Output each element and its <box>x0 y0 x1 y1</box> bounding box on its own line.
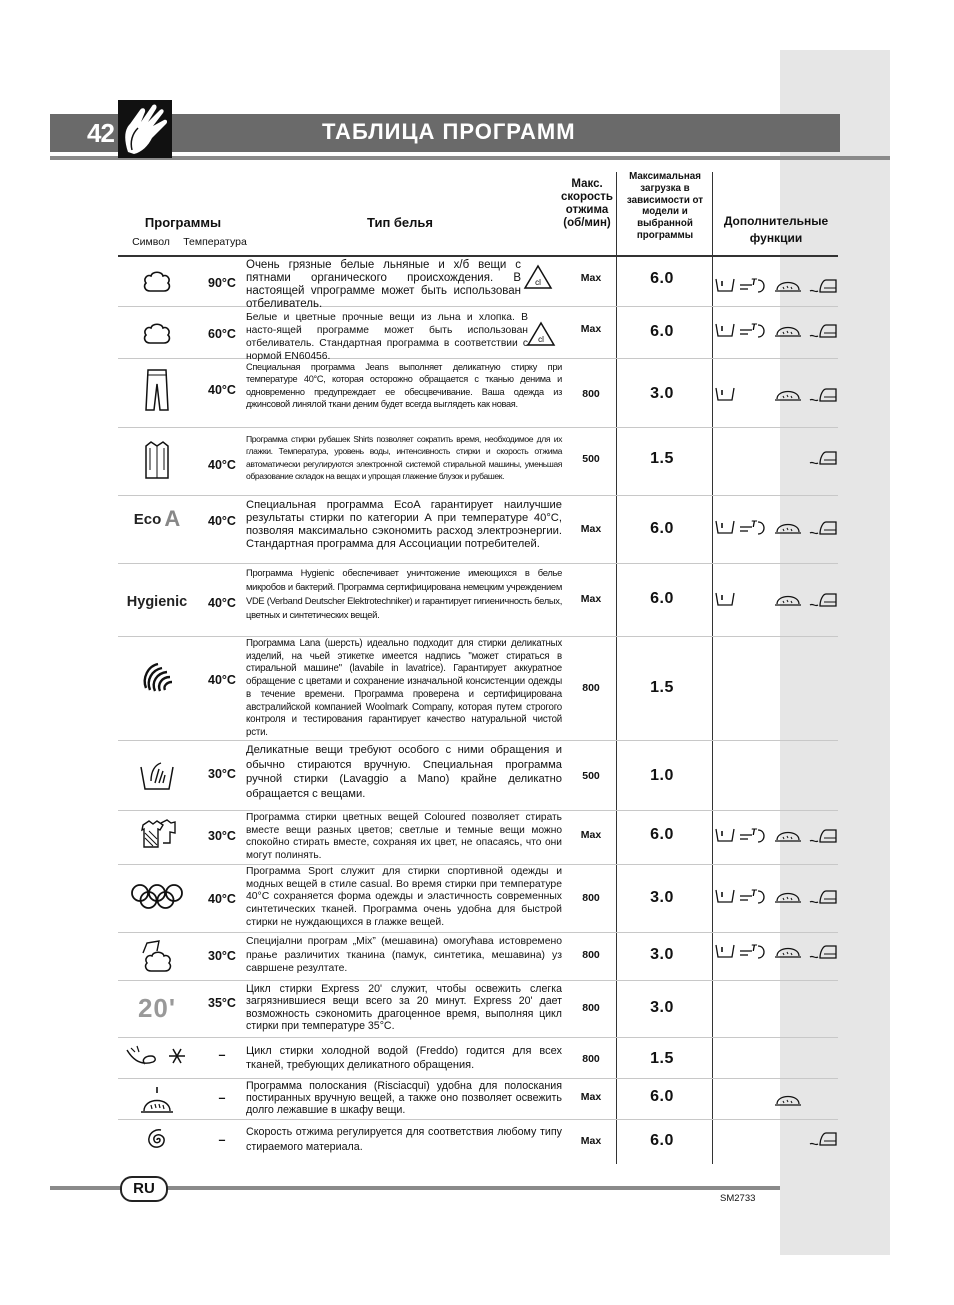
easy-iron-icon <box>808 385 838 403</box>
program-temperature: – <box>218 1048 226 1062</box>
svg-text:T: T <box>751 277 757 287</box>
super-rinse-icon <box>774 887 802 905</box>
program-description: Программа Hygienic обеспечивает уничтожение имеющихся в белье микробов и бактерий. Программа сертифицирована немецким учреждением VDE (Verband Deutscher Elektrotechniker) и гарантирует гигиеничность белых, цветных и синтетических вещей. <box>246 567 562 620</box>
program-description: Специальная программа Jeans выполняет деликатную стирку при температуре 40°C, которая осторожно обращается с тканью денима и одновременно предупреждает ее обесцвечивание. Ваша одежда из джинсовой линялой ткани деним будет всегда выглядеть как новая. <box>246 362 562 410</box>
eco-a-letter: A <box>164 506 181 531</box>
program-load: 6.0 <box>650 520 674 537</box>
program-row-cold <box>118 1038 838 1078</box>
program-functions <box>714 887 840 905</box>
program-description: Скорость отжима регулируется для соответствия любому типу стираемого материала. <box>246 1126 562 1153</box>
program-functions <box>714 826 840 844</box>
col-extra-functions: Дополнительные функции <box>723 214 829 245</box>
program-row-coloured <box>118 811 838 864</box>
easy-iron-icon <box>808 590 838 608</box>
program-spin: 800 <box>582 682 600 694</box>
bleach-icon-label: cl <box>538 335 544 344</box>
super-rinse-icon <box>774 385 802 403</box>
program-load: 6.0 <box>650 826 674 843</box>
bleach-icon <box>526 321 556 352</box>
program-row-rinse <box>118 1079 838 1119</box>
program-description: Программа Sport служит для стирки спортивной одежды и модных вещей в стиле casual. Во время стирки при температуре 40°C сохраняется форма одежды и эластичность современных синтетических тканей. Программа очень удобна для быстрой стирки не нуждающихся в глажке вещей. <box>246 866 562 928</box>
program-spin: 800 <box>582 892 600 904</box>
prewash-icon <box>714 590 736 608</box>
easy-iron-icon <box>808 321 838 339</box>
program-spin: 500 <box>582 453 600 465</box>
program-spin: 800 <box>582 1053 600 1065</box>
program-load: 3.0 <box>650 999 674 1016</box>
easy-iron-icon <box>808 887 838 905</box>
page-number: 42 <box>87 118 114 148</box>
program-description: Специјални програм „Mix” (мешавина) омогућава истовремено прање различитих тканина (памук, синтетика, мешавина) уз савршене резултате. <box>246 936 562 974</box>
program-spin: Max <box>580 593 602 605</box>
prewash-icon <box>714 942 736 960</box>
program-load: 1.5 <box>650 450 674 467</box>
program-row-cotton-90 <box>118 256 838 310</box>
cotton-icon <box>118 307 196 358</box>
program-spin: Max <box>580 1091 602 1103</box>
easy-iron-icon <box>808 1129 838 1147</box>
col-max-load: Максимальная загрузка в зависимости от модели и выбранной программы <box>626 171 704 241</box>
bleach-icon <box>523 264 553 295</box>
program-functions <box>714 321 840 339</box>
svg-text:T: T <box>751 519 757 529</box>
program-spin: Max <box>580 1135 602 1147</box>
program-row-eco-a <box>118 496 838 563</box>
program-temperature: 30°C <box>208 949 236 963</box>
super-rinse-icon <box>774 518 802 536</box>
super-rinse-icon <box>774 942 802 960</box>
program-functions <box>714 385 840 403</box>
program-row-wool <box>118 637 838 740</box>
program-temperature: – <box>218 1133 226 1147</box>
program-description: Очень грязные белые льняные и х/б вещи с пятнами органического происхождения. В настоящей vпрограмме может быть использован отбеливатель. <box>246 259 521 310</box>
program-functions <box>714 448 840 466</box>
program-load: 6.0 <box>650 590 674 607</box>
program-temperature: 35°C <box>208 996 236 1010</box>
easy-iron-icon <box>808 276 838 294</box>
program-spin: Max <box>580 523 602 535</box>
rinse-icon <box>118 1079 196 1123</box>
program-spin: Max <box>580 829 602 841</box>
program-spin: Max <box>580 323 602 335</box>
program-spin: Max <box>580 272 602 284</box>
cold-wash-icon <box>118 1038 196 1076</box>
program-description: Белые и цветные прочные вещи из льна и хлопка. В насто-ящей программе может быть использован отбеливатель. Стандартная программа в соответствии с нормой EN60456. <box>246 312 528 362</box>
program-functions <box>714 518 840 536</box>
program-functions <box>714 590 840 608</box>
program-temperature: 30°C <box>208 829 236 843</box>
page-title: ТАБЛИЦА ПРОГРАММ <box>322 119 576 144</box>
program-row-spin <box>118 1120 838 1164</box>
super-rinse-icon <box>774 276 802 294</box>
program-load: 6.0 <box>650 1132 674 1149</box>
program-spin: 800 <box>582 388 600 400</box>
handwash-icon <box>118 741 196 811</box>
bleach-icon-label: cl <box>535 278 541 287</box>
eco-a-icon <box>118 496 196 542</box>
super-rinse-icon <box>774 826 802 844</box>
col-max-spin: Макс. скорость отжима (об/мин) <box>560 178 614 229</box>
col-temperature: Температура <box>183 236 247 248</box>
quick-icon <box>738 276 768 294</box>
prewash-icon <box>714 887 736 905</box>
hygienic-label: Hygienic <box>126 594 188 610</box>
super-rinse-icon <box>774 321 802 339</box>
program-row-express-20 <box>118 981 838 1037</box>
col-laundry-type: Тип белья <box>367 215 433 230</box>
prewash-icon <box>714 826 736 844</box>
program-description: Цикл стирки Express 20' служит, чтобы освежить слегка загрязнившиеся вещи всего за 20 минут. Express 20' дает возможность сэкономить драгоценное время, выполняя цикл стирки при температуре 35°C. <box>246 983 562 1032</box>
quick-icon <box>738 887 768 905</box>
easy-iron-icon <box>808 826 838 844</box>
program-load: 6.0 <box>650 270 674 287</box>
express20-label: 20' <box>137 992 177 1023</box>
program-row-hygienic <box>118 564 838 636</box>
svg-text:T: T <box>751 888 757 898</box>
spin-icon <box>118 1120 196 1160</box>
program-load: 1.5 <box>650 1050 674 1067</box>
program-functions <box>714 1129 840 1147</box>
program-temperature: 40°C <box>208 514 236 528</box>
program-temperature: – <box>218 1091 226 1105</box>
header-rule <box>50 156 890 160</box>
wool-icon <box>118 637 196 717</box>
easy-iron-icon <box>808 448 838 466</box>
col-symbol: Символ <box>132 236 170 248</box>
quick-icon <box>738 321 768 339</box>
super-rinse-icon <box>774 590 802 608</box>
easy-iron-icon <box>808 942 838 960</box>
program-load: 3.0 <box>650 385 674 402</box>
program-description: Цикл стирки холодной водой (Freddo) годится для всех тканей, требующих деликатного обращения. <box>246 1045 562 1071</box>
program-row-sport <box>118 865 838 932</box>
program-spin: 500 <box>582 770 600 782</box>
program-temperature: 30°C <box>208 767 236 781</box>
col-programs: Программы <box>144 215 222 230</box>
program-temperature: 40°C <box>208 892 236 906</box>
mix-icon <box>118 933 196 979</box>
prewash-icon <box>714 276 736 294</box>
program-temperature: 40°C <box>208 596 236 610</box>
program-temperature: 60°C <box>208 327 236 341</box>
language-badge: RU <box>120 1176 168 1202</box>
program-spin: 800 <box>582 1002 600 1014</box>
cotton-icon <box>118 256 196 306</box>
document-code: SM2733 <box>720 1193 756 1204</box>
quick-icon <box>738 518 768 536</box>
svg-text:T: T <box>751 322 757 332</box>
hygienic-icon <box>118 564 196 640</box>
jeans-icon <box>118 359 196 421</box>
program-row-shirts <box>118 428 838 495</box>
program-temperature: 40°C <box>208 458 236 472</box>
program-description: Программа стирки рубашек Shirts позволяет сократить время, необходимое для их глажки. Температура, уровень воды, интенсивность стирки и скорость отжима автоматически регулируются электронной системой стиральной машины, уменьшая образование складок на вещах и упрощая глажение блузок и рубашек. <box>246 434 562 482</box>
quick-icon <box>738 942 768 960</box>
program-description: Программа полоскания (Risciacqui) удобна для полоскания постиранных вручную вещей, а также оно позволяет освежить долго лежавшие в шкафу вещи. <box>246 1080 562 1117</box>
easy-iron-icon <box>808 518 838 536</box>
program-row-mix <box>118 933 838 980</box>
hand-icon <box>118 100 172 158</box>
super-rinse-icon <box>774 1090 802 1108</box>
program-load: 3.0 <box>650 946 674 963</box>
program-description: Деликатные вещи требуют особого с ними обращения и обычно стираются вручную. Специальная программа ручной стирки (Lavaggio a Mano) крайне деликатно обращается с вещами. <box>246 744 562 800</box>
program-description: Специальная программа EcoA гарантирует наилучшие результаты стирки по категории А при температуре 40°C, позволяя максимально сэкономить расход электроэнергии. Стандартная программа для Ассоциации потребителей. <box>246 499 562 550</box>
eco-label: Eco <box>133 510 162 528</box>
program-spin: 800 <box>582 949 600 961</box>
program-temperature: 40°C <box>208 383 236 397</box>
program-load: 6.0 <box>650 323 674 340</box>
program-description: Программа стирки цветных вещей Coloured позволяет стирать вместе вещи разных цветов; светлые и темные вещи можно спокойно стирать вместе, сохраняя их цвет, не опасаясь, что они могут полинять. <box>246 812 562 861</box>
program-functions <box>714 1090 840 1108</box>
prewash-icon <box>714 321 736 339</box>
svg-text:T: T <box>751 827 757 837</box>
shirt-icon <box>118 428 196 492</box>
prewash-icon <box>714 518 736 536</box>
program-temperature: 40°C <box>208 673 236 687</box>
program-row-cotton-60 <box>118 307 838 362</box>
sport-icon <box>118 865 196 927</box>
program-load: 1.0 <box>650 767 674 784</box>
program-temperature: 90°C <box>208 276 236 290</box>
program-functions <box>714 942 840 960</box>
quick-icon <box>738 826 768 844</box>
coloured-icon <box>118 811 196 857</box>
program-load: 6.0 <box>650 1088 674 1105</box>
program-row-handwash <box>118 741 838 810</box>
program-load: 1.5 <box>650 679 674 696</box>
program-load: 3.0 <box>650 889 674 906</box>
program-functions <box>714 276 840 294</box>
program-row-jeans <box>118 359 838 427</box>
prewash-icon <box>714 385 736 403</box>
program-description: Программа Lana (шерсть) идеально подходит для стирки деликатных изделий, на чьей этикетке имеется надпись "может стираться в стиральной машине" (lavabile in lavatrice). Гарантирует аккуратное обращение с цветами и сохранение изначальной консистенции одежды в течение времени. Программа проверена и сертифицирована австралийской компанией Woolmark Company, которая путем строгого контроля и тестирования гарантирует качество натуральной чистой рсти. <box>246 638 562 738</box>
svg-text:T: T <box>751 943 757 953</box>
express20-icon <box>118 981 196 1035</box>
